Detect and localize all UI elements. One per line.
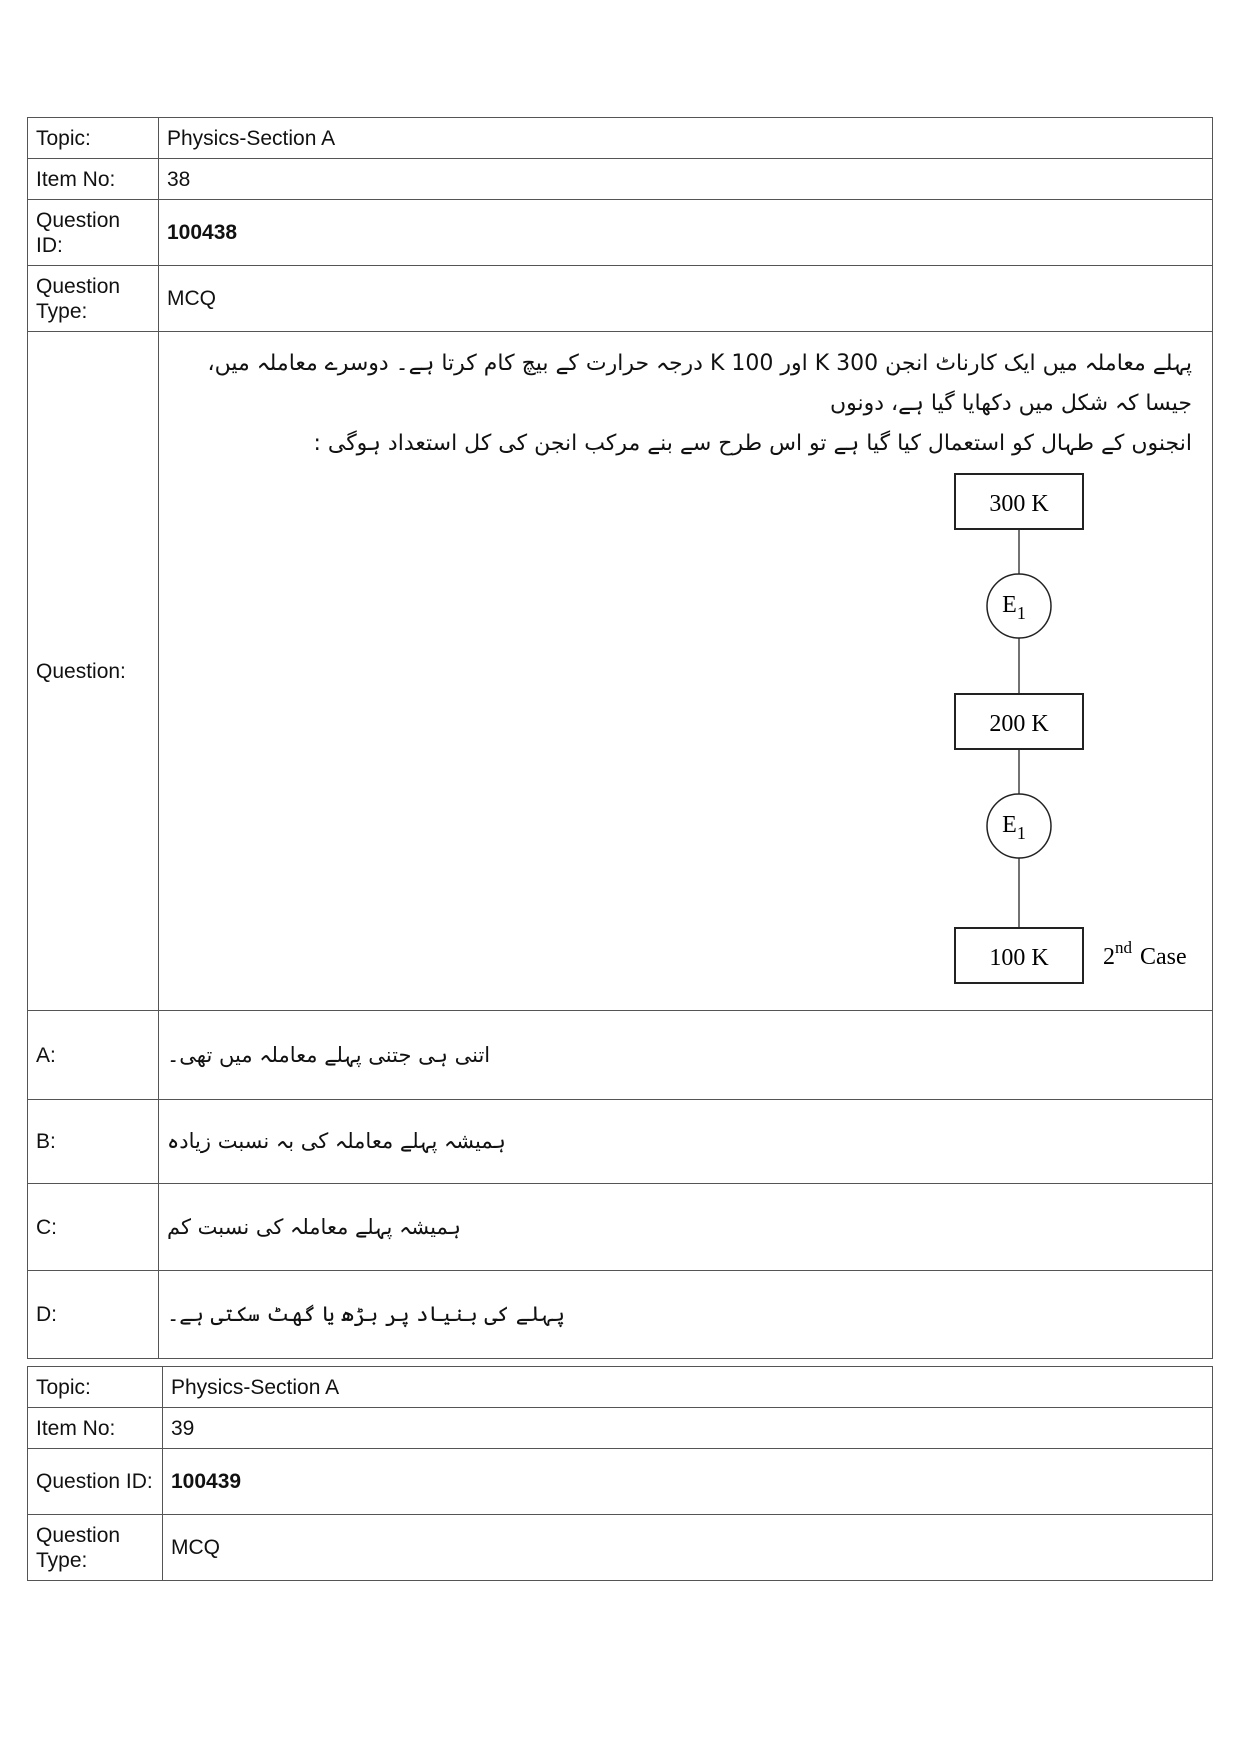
item-no-row bbox=[28, 1408, 1213, 1449]
option-b-row bbox=[28, 1100, 1213, 1184]
topic-value: Physics-Section A bbox=[163, 1367, 1213, 1408]
engine-2-label: $E_1$ bbox=[1002, 812, 1026, 843]
option-a-row bbox=[28, 1011, 1213, 1100]
item-no-value: 38 bbox=[159, 159, 1213, 200]
option-c-text: ہمیشہ پہلے معاملہ کی نسبت کم bbox=[159, 1184, 1213, 1271]
question-text-line-2: انجنوں کے طہال کو استعمال کیا گیا ہے تو اس طرح سے بنے مرکب انجن کی کل استعداد ہوگی : bbox=[313, 431, 1192, 456]
topic-label: Topic: bbox=[28, 118, 159, 159]
question-id-value: 100439 bbox=[163, 1449, 1213, 1515]
reservoir-100k-label: 100 K bbox=[989, 945, 1049, 971]
question-type-label: Question Type: bbox=[28, 266, 159, 332]
question-id-label: Question ID: bbox=[28, 1449, 163, 1515]
option-c-label: C: bbox=[28, 1184, 159, 1271]
question-type-label: Question Type: bbox=[28, 1515, 163, 1581]
question-type-row bbox=[28, 1515, 1213, 1581]
question-type-value: MCQ bbox=[159, 266, 1213, 332]
option-a-text: اتنی ہی جتنی پہلے معاملہ میں تھی۔ bbox=[159, 1011, 1213, 1100]
question-id-row bbox=[28, 200, 1213, 266]
option-d-row bbox=[28, 1271, 1213, 1359]
carnot-engines-diagram bbox=[169, 470, 1209, 1010]
question-id-value: 100438 bbox=[159, 200, 1213, 266]
question-body bbox=[159, 332, 1213, 1011]
question-text-line-1: پہلے معاملہ میں ایک کارناٹ انجن K 300 اور K 100 درجہ حرارت کے بیچ کام کرتا ہے۔ دوسرے معاملہ میں، جیسا کہ شکل میں دکھایا گیا ہے، دونوں bbox=[207, 351, 1192, 416]
question-id-row bbox=[28, 1449, 1213, 1515]
engine-1-label: $E_1$ bbox=[1002, 592, 1026, 623]
case-label: 2nd Case bbox=[1103, 938, 1187, 970]
item-no-label: Item No: bbox=[28, 1408, 163, 1449]
question-table-39 bbox=[27, 1366, 1213, 1581]
item-no-row bbox=[28, 159, 1213, 200]
option-b-text: ہمیشہ پہلے معاملہ کی بہ نسبت زیادہ bbox=[159, 1100, 1213, 1184]
question-type-row bbox=[28, 266, 1213, 332]
question-id-label: Question ID: bbox=[28, 200, 159, 266]
topic-label: Topic: bbox=[28, 1367, 163, 1408]
option-c-row bbox=[28, 1184, 1213, 1271]
reservoir-200k-label: 200 K bbox=[989, 711, 1049, 737]
option-a-label: A: bbox=[28, 1011, 159, 1100]
topic-row bbox=[28, 118, 1213, 159]
question-label: Question: bbox=[28, 332, 159, 1011]
reservoir-300k-label: 300 K bbox=[989, 491, 1049, 517]
option-d-label: D: bbox=[28, 1271, 159, 1359]
item-no-label: Item No: bbox=[28, 159, 159, 200]
option-d-text: پہلے کی بنیاد پر بڑھ یا گھٹ سکتی ہے۔ bbox=[159, 1271, 1213, 1359]
question-row bbox=[28, 332, 1213, 1011]
question-table-38 bbox=[27, 117, 1213, 1359]
topic-value: Physics-Section A bbox=[159, 118, 1213, 159]
topic-row bbox=[28, 1367, 1213, 1408]
question-type-value: MCQ bbox=[163, 1515, 1213, 1581]
option-b-label: B: bbox=[28, 1100, 159, 1184]
item-no-value: 39 bbox=[163, 1408, 1213, 1449]
